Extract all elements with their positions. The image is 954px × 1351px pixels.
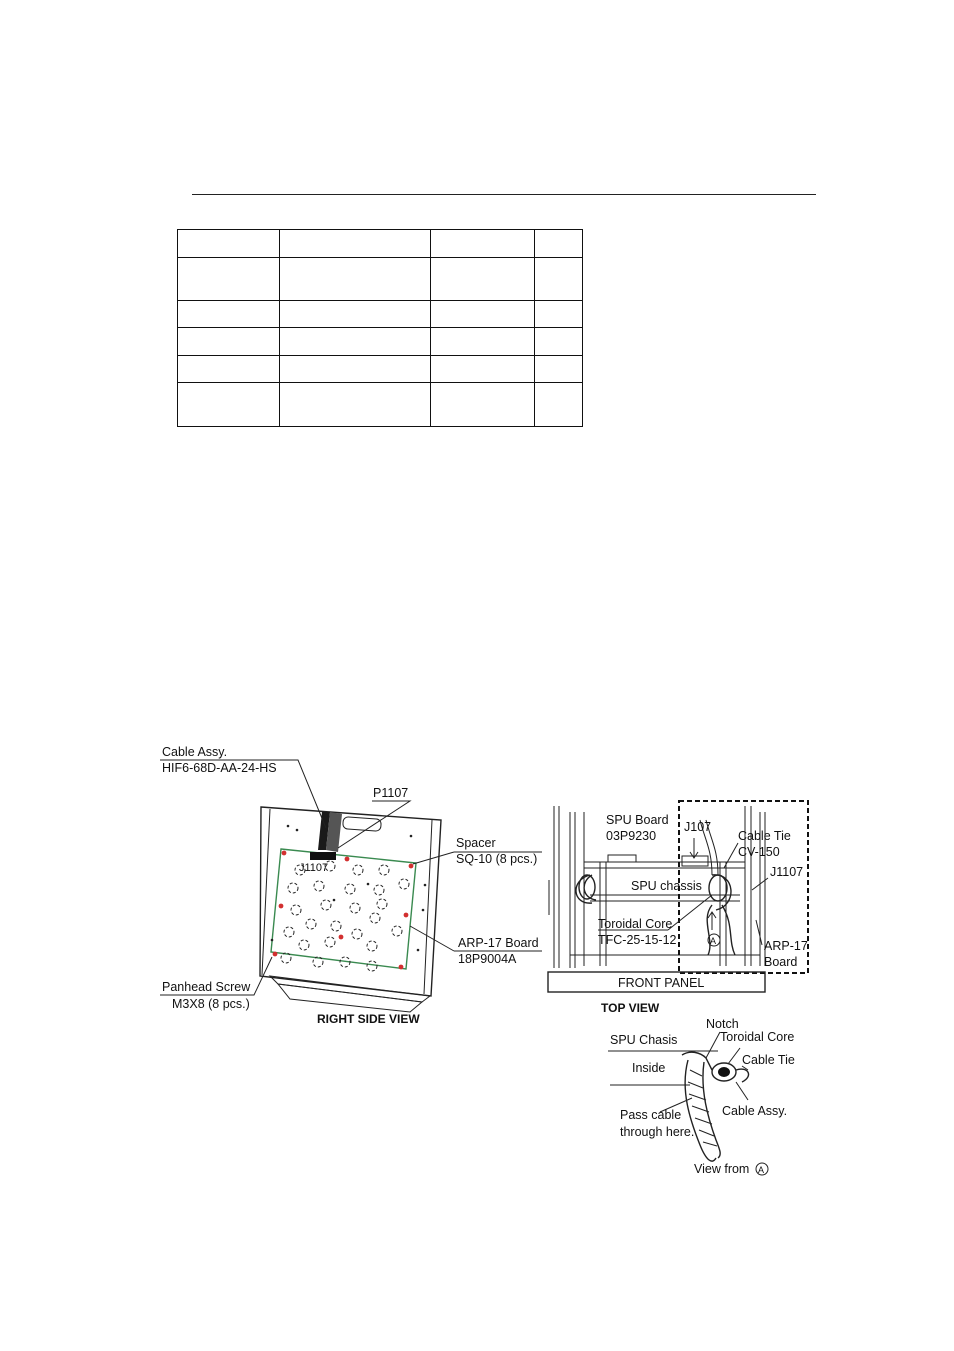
- right-side-view-drawing: [160, 760, 542, 1012]
- label-arp17: ARP-17: [764, 939, 808, 953]
- label-front-panel: FRONT PANEL: [618, 976, 705, 990]
- label-board: Board: [764, 955, 798, 969]
- label-spacer-part: SQ-10 (8 pcs.): [456, 852, 538, 866]
- label-spacer: Spacer: [456, 836, 496, 850]
- label-inside: Inside: [632, 1061, 666, 1075]
- label-spu-board: SPU Board: [606, 813, 669, 827]
- label-cable-tie: Cable Tie: [738, 829, 791, 843]
- label-j1107-right: J1107: [770, 865, 804, 879]
- label-spu-chassis: SPU chassis: [631, 879, 702, 893]
- label-panhead: Panhead Screw: [162, 980, 251, 994]
- label-pass-cable: Pass cable: [620, 1108, 682, 1122]
- label-cable-assy: Cable Assy.: [162, 745, 228, 759]
- label-j1107-left: J1107: [299, 862, 329, 874]
- label-cable-tie2: Cable Tie: [742, 1053, 795, 1067]
- label-toroidal-part: TFC-25-15-12: [598, 933, 677, 947]
- label-j107: J107: [684, 820, 712, 834]
- panhead-screws: [273, 851, 414, 970]
- label-toroidal2: Toroidal Core: [720, 1030, 795, 1044]
- label-spu-chasis: SPU Chasis: [610, 1033, 678, 1047]
- label-p1107: P1107: [373, 786, 409, 800]
- label-arp-part: 18P9004A: [458, 952, 517, 966]
- label-toroidal: Toroidal Core: [598, 917, 673, 931]
- label-notch: Notch: [706, 1017, 739, 1031]
- label-cable-assy2: Cable Assy.: [722, 1104, 788, 1118]
- marker-a: A: [710, 936, 717, 946]
- title-top-view: TOP VIEW: [601, 1001, 660, 1015]
- label-cable-part: HIF6-68D-AA-24-HS: [162, 761, 277, 775]
- label-view-from: View from: [694, 1162, 750, 1176]
- label-arp-board: ARP-17 Board: [458, 936, 539, 950]
- label-panhead-part: M3X8 (8 pcs.): [172, 997, 250, 1011]
- marker-a2: A: [758, 1165, 765, 1175]
- label-spu-part: 03P9230: [606, 829, 657, 843]
- label-cable-tie-part: CV-150: [738, 845, 780, 859]
- label-through-here: through here.: [620, 1125, 695, 1139]
- board-holes: [281, 861, 409, 971]
- title-right-side-view: RIGHT SIDE VIEW: [317, 1012, 420, 1026]
